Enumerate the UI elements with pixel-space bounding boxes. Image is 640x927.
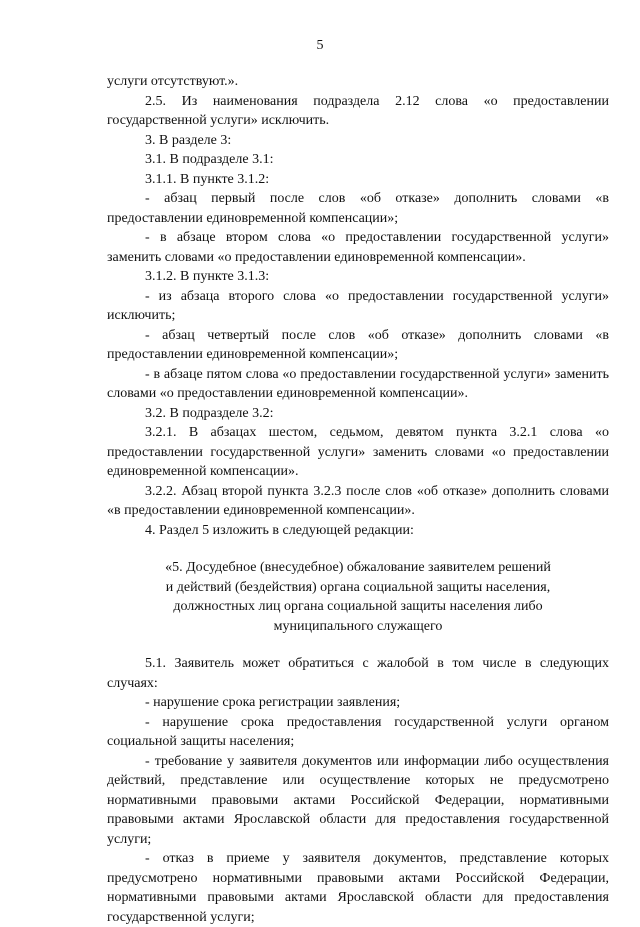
paragraph: услуги отсутствуют.». bbox=[107, 74, 239, 89]
paragraph: - требование у заявителя документов или информации либо осуществления действий, представление или осуществление которых не предусмотрено нормативными правовыми актами Российской Федерации, нормативными правовыми актами Ярославской области для предоставления государственной услуги; bbox=[107, 753, 609, 847]
paragraph: 3.1. В подразделе 3.1: bbox=[145, 152, 274, 167]
paragraph: 3.2. В подразделе 3.2: bbox=[145, 405, 274, 421]
paragraph: 2.5. Из наименования подраздела 2.12 слова «о предоставлении государственной услуги» исключить. bbox=[107, 93, 609, 128]
paragraph: - отказ в приеме у заявителя документов, представление которых предусмотрено нормативными правовыми актами Российской Федерации, нормативными правовыми актами Ярославской области для предоставления государственной услуги; bbox=[107, 851, 609, 925]
section-heading bbox=[107, 558, 609, 636]
paragraph: 3.2.2. Абзац второй пункта 3.2.3 после слов «об отказе» дополнить словами «в предоставлении единовременной компенсации». bbox=[107, 483, 609, 518]
paragraph: - нарушение срока предоставления государственной услуги органом социальной защиты населения; bbox=[107, 714, 609, 749]
paragraph: - в абзаце пятом слова «о предоставлении государственной услуги» заменить словами «о предоставлении единовременной компенсации». bbox=[107, 366, 609, 401]
page-number: 5 bbox=[316, 38, 324, 53]
section-heading-line: и действий (бездействия) органа социальной защиты населения, bbox=[165, 579, 551, 595]
paragraph: 3.1.1. В пункте 3.1.2: bbox=[145, 171, 270, 187]
paragraph: - абзац четвертый после слов «об отказе» дополнить словами «в предоставлении единовременной компенсации»; bbox=[107, 327, 609, 362]
section-heading-line: «5. Досудебное (внесудебное) обжалование заявителем решений bbox=[165, 560, 551, 575]
paragraph: - нарушение срока регистрации заявления; bbox=[145, 695, 401, 710]
section-heading-line: должностных лиц органа социальной защиты населения либо bbox=[173, 599, 543, 614]
paragraph: 5.1. Заявитель может обратиться с жалобой в том числе в следующих случаях: bbox=[107, 656, 609, 691]
paragraph: - из абзаца второго слова «о предоставлении государственной услуги» исключить; bbox=[107, 288, 609, 323]
paragraph: 3.1.2. В пункте 3.1.3: bbox=[145, 269, 270, 284]
section-heading-line: муниципального служащего bbox=[273, 618, 443, 634]
paragraph: - в абзаце втором слова «о предоставлении государственной услуги» заменить словами «о предоставлении единовременной компенсации». bbox=[107, 230, 609, 265]
paragraph: 3.2.1. В абзацах шестом, седьмом, девятом пункта 3.2.1 слова «о предоставлении государственной услуги» заменить словами «о предоставлении единовременной компенсации». bbox=[107, 425, 609, 479]
paragraph: 3. В разделе 3: bbox=[145, 132, 232, 148]
paragraph: - абзац первый после слов «об отказе» дополнить словами «в предоставлении единовременной компенсации»; bbox=[107, 191, 609, 226]
paragraph: 4. Раздел 5 изложить в следующей редакции: bbox=[145, 522, 414, 538]
document-body bbox=[107, 72, 609, 927]
